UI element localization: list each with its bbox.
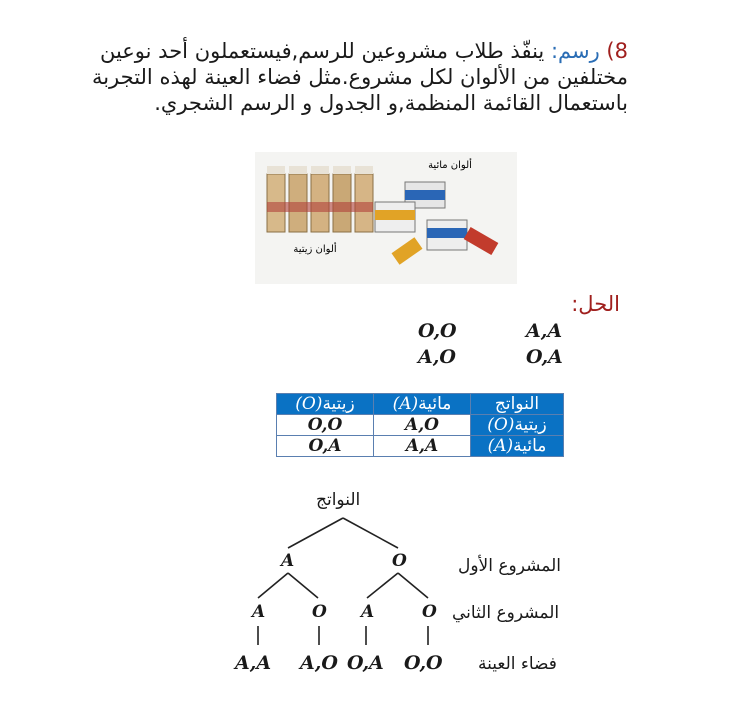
tree-node: A [281,551,295,571]
tree-leaf: A,A [235,652,272,674]
problem-number: 8) [606,39,628,63]
problem-text: ينفّذ طلاب مشروعين للرسم,فيستعملون أحد نوعين مختلفين من الألوان لكل مشروع.مثل فضاء العينة لهذه التجربة باستعمال القائمة المنظمة,و الجدول و الرسم الشجري. [91,39,628,115]
table-cell: A,A [374,436,471,457]
level2-label: المشروع الثاني [452,603,560,623]
tree-root: النواتج [316,490,361,510]
oil-paints-caption: ألوان زيتية [293,244,337,255]
list-pair: O,A [526,346,563,368]
table-cell: O,O [277,415,374,436]
watercolor-caption: ألوان مائية [428,160,472,171]
row-header-oil: زيتية(O) [471,415,564,436]
list-pair: A,A [526,320,563,342]
row-header-water: مائية(A) [471,436,564,457]
tree-node: A [252,602,266,622]
tree-leaf: O,A [347,652,384,674]
table-cell: O,A [277,436,374,457]
list-pair: O,O [418,320,457,342]
tree-node: A [361,602,375,622]
col-header-oil: زيتية(O) [277,394,374,415]
level1-label: المشروع الأول [458,556,562,576]
list-pair: A,O [418,346,456,368]
solution-label: الحل: [571,292,620,316]
table-corner: النواتج [471,394,564,415]
table-cell: A,O [374,415,471,436]
tree-node: O [422,602,437,622]
col-header-water: مائية(A) [374,394,471,415]
problem-label: رسم: [550,39,600,63]
tree-leaf: O,O [404,652,443,674]
tree-leaf: A,O [300,652,338,674]
tree-node: O [392,551,407,571]
tree-node: O [312,602,327,622]
sample-space-label: فضاء العينة [478,654,557,674]
